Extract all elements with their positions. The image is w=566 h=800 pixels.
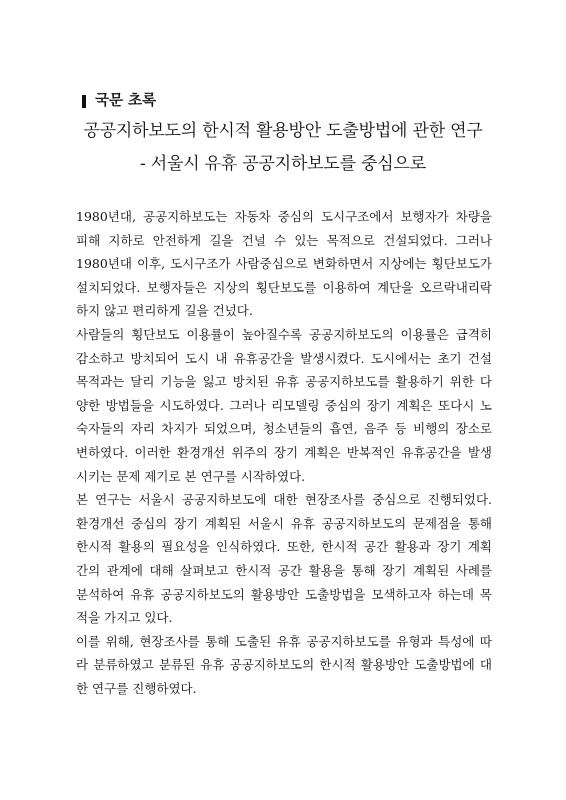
- abstract-paragraph-1: [76, 205, 492, 323]
- text-line: 간의 관계에 대해 살펴보고 한시적 공간 활용을 통해 장기 계획된 사례를: [76, 562, 492, 578]
- text-line: 한 연구를 진행하였다.: [76, 680, 197, 696]
- text-line: 적을 가지고 있다.: [76, 610, 173, 626]
- text-line: 감소하고 방치되어 도시 내 유휴공간을 발생시켰다. 도시에서는 초기 건설: [76, 350, 492, 366]
- text-line: 분석하여 유휴 공공지하보도의 활용방안 도출방법을 모색하고자 하는데 목: [76, 586, 492, 602]
- text-line: 사람들의 횡단보도 이용률이 높아질수록 공공지하보도의 이용률은 급격히: [76, 326, 492, 342]
- text-line: 한시적 활용의 필요성을 인식하였다. 또한, 한시적 공간 활용과 장기 계획: [76, 539, 492, 555]
- abstract-paragraph-4: [76, 630, 492, 701]
- text-line: 이를 위해, 현장조사를 통해 도출된 유휴 공공지하보도를 유형과 특성에 따: [76, 633, 492, 649]
- text-line: 하지 않고 편리하게 길을 건넜다.: [76, 303, 253, 319]
- text-line: 설치되었다. 보행자들은 지상의 횡단보도를 이용하여 계단을 오르락내리락: [76, 279, 492, 295]
- heading-marker: [82, 95, 86, 108]
- document-title-line-1: 공공지하보도의 한시적 활용방안 도출방법에 관한 연구: [83, 121, 483, 141]
- text-line: 환경개선 중심의 장기 계획된 서울시 유휴 공공지하보도의 문제점을 통해: [76, 515, 492, 531]
- text-line: 피해 지하로 안전하게 길을 건널 수 있는 목적으로 건설되었다. 그러나: [76, 232, 492, 248]
- text-line: 1980년대 이후, 도시구조가 사람중심으로 변화하면서 지상에는 횡단보도가: [76, 256, 492, 272]
- text-line: 본 연구는 서울시 공공지하보도에 대한 현장조사를 중심으로 진행되었다.: [76, 492, 492, 508]
- section-heading: [82, 92, 156, 110]
- section-heading-text: 국문 초록: [95, 93, 157, 109]
- text-line: 변하였다. 이러한 환경개선 위주의 장기 계획은 반복적인 유휴공간을 발생: [76, 444, 492, 460]
- abstract-body: [76, 205, 492, 700]
- text-line: 양한 방법들을 시도하였다. 그러나 리모델링 중심의 장기 계획은 또다시 노: [76, 397, 492, 413]
- text-line: 숙자들의 자리 차지가 되었으며, 청소년들의 흡연, 음주 등 비행의 장소로: [76, 421, 492, 437]
- text-line: 목적과는 달리 기능을 잃고 방치된 유휴 공공지하보도를 활용하기 위한 다: [76, 374, 492, 390]
- abstract-paragraph-2: [76, 323, 492, 488]
- abstract-paragraph-3: [76, 488, 492, 630]
- document-subtitle-line: - 서울시 유휴 공공지하보도를 중심으로: [140, 154, 426, 174]
- text-line: 1980년대, 공공지하보도는 자동차 중심의 도시구조에서 보행자가 차량을: [76, 209, 492, 224]
- text-line: 라 분류하였고 분류된 유휴 공공지하보도의 한시적 활용방안 도출방법에 대: [76, 657, 492, 673]
- text-line: 시키는 문제 제기로 본 연구를 시작하였다.: [76, 468, 306, 484]
